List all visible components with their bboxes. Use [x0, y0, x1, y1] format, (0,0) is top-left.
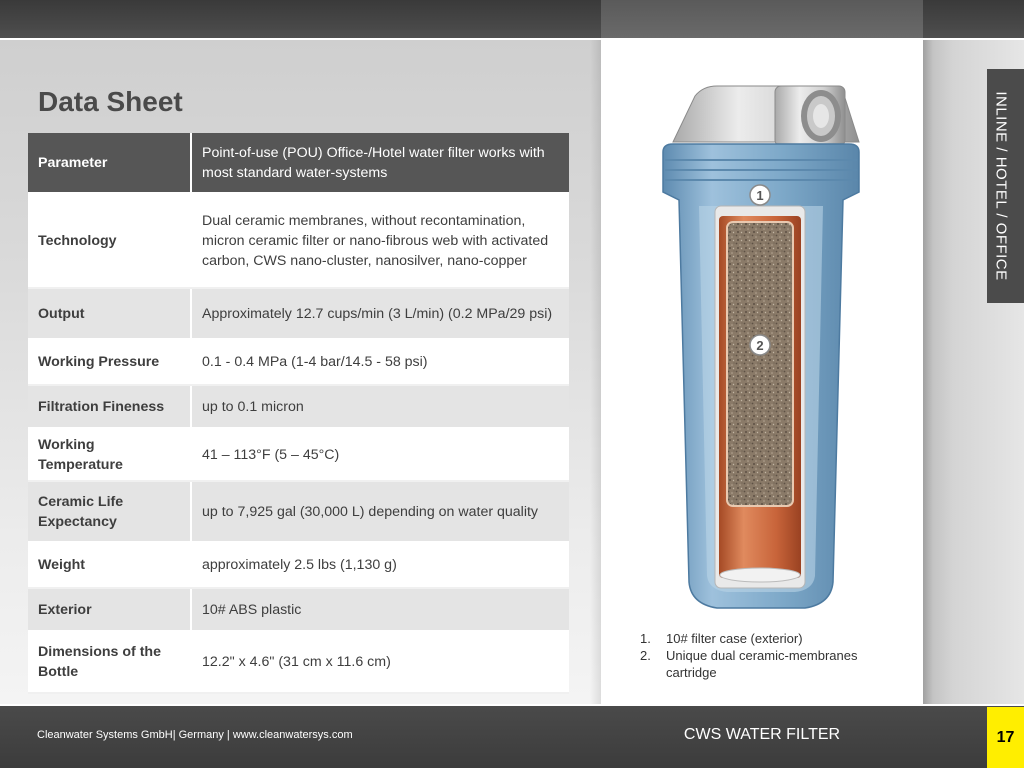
row-value: 10# ABS plastic — [191, 588, 569, 631]
row-value: Dual ceramic membranes, without recontamination, micron ceramic filter or nano-fibrous web with activated carbon, CWS nano-cluster, nanosilver, nano-copper — [191, 193, 569, 288]
side-tab-label: INLINE / HOTEL / OFFICE — [992, 91, 1010, 281]
footer-company-info: Cleanwater Systems GmbH| Germany | www.cleanwatersys.com — [37, 729, 353, 741]
row-label: Exterior — [28, 588, 191, 631]
legend-number: 1. — [640, 631, 651, 646]
marker-1-label: 1 — [756, 188, 764, 203]
table-row — [28, 588, 569, 631]
row-label: Output — [28, 288, 191, 339]
row-value: up to 7,925 gal (30,000 L) depending on water quality — [191, 481, 569, 542]
row-label: Working Pressure — [28, 339, 191, 385]
row-value: 12.2" x 4.6" (31 cm x 11.6 cm) — [191, 631, 569, 693]
marker-1 — [750, 185, 770, 205]
top-bar-center-band — [601, 0, 923, 38]
legend-text: Unique dual ceramic-membranes cartridge — [666, 648, 858, 680]
page-title: Data Sheet — [38, 86, 183, 117]
legend-text: 10# filter case (exterior) — [666, 631, 803, 646]
marker-2 — [750, 335, 770, 355]
table-header-label: Parameter — [28, 133, 191, 193]
data-sheet-table — [28, 133, 569, 694]
row-value: 0.1 - 0.4 MPa (1-4 bar/14.5 - 58 psi) — [191, 339, 569, 385]
table-row — [28, 481, 569, 542]
legend-item — [640, 630, 890, 647]
table-header-value: Point-of-use (POU) Office-/Hotel water filter works with most standard water-systems — [191, 133, 569, 193]
table-row — [28, 339, 569, 385]
legend-item — [640, 647, 890, 681]
footer-product-name: CWS WATER FILTER — [683, 726, 841, 743]
right-strip-shadow — [923, 40, 933, 704]
marker-2-label: 2 — [756, 338, 764, 353]
table-row — [28, 385, 569, 428]
row-label: Ceramic Life Expectancy — [28, 481, 191, 542]
table-row — [28, 428, 569, 481]
table-row — [28, 631, 569, 693]
illustration-legend — [640, 630, 890, 681]
row-value: up to 0.1 micron — [191, 385, 569, 428]
page-number: 17 — [987, 707, 1024, 768]
table-row — [28, 542, 569, 588]
ceramic-cartridge — [715, 206, 805, 588]
row-label: Filtration Fineness — [28, 385, 191, 428]
water-filter-cutaway-illustration — [655, 82, 865, 617]
row-label: Dimensions of the Bottle — [28, 631, 191, 693]
table-row — [28, 288, 569, 339]
row-label: Working Temperature — [28, 428, 191, 481]
row-value: approximately 2.5 lbs (1,130 g) — [191, 542, 569, 588]
row-value: Approximately 12.7 cups/min (3 L/min) (0.2 MPa/29 psi) — [191, 288, 569, 339]
row-label: Weight — [28, 542, 191, 588]
table-header-row — [28, 133, 569, 193]
legend-number: 2. — [640, 648, 651, 663]
row-value: 41 – 113°F (5 – 45°C) — [191, 428, 569, 481]
filter-cap — [673, 86, 859, 146]
row-label: Technology — [28, 193, 191, 288]
table-row — [28, 193, 569, 288]
